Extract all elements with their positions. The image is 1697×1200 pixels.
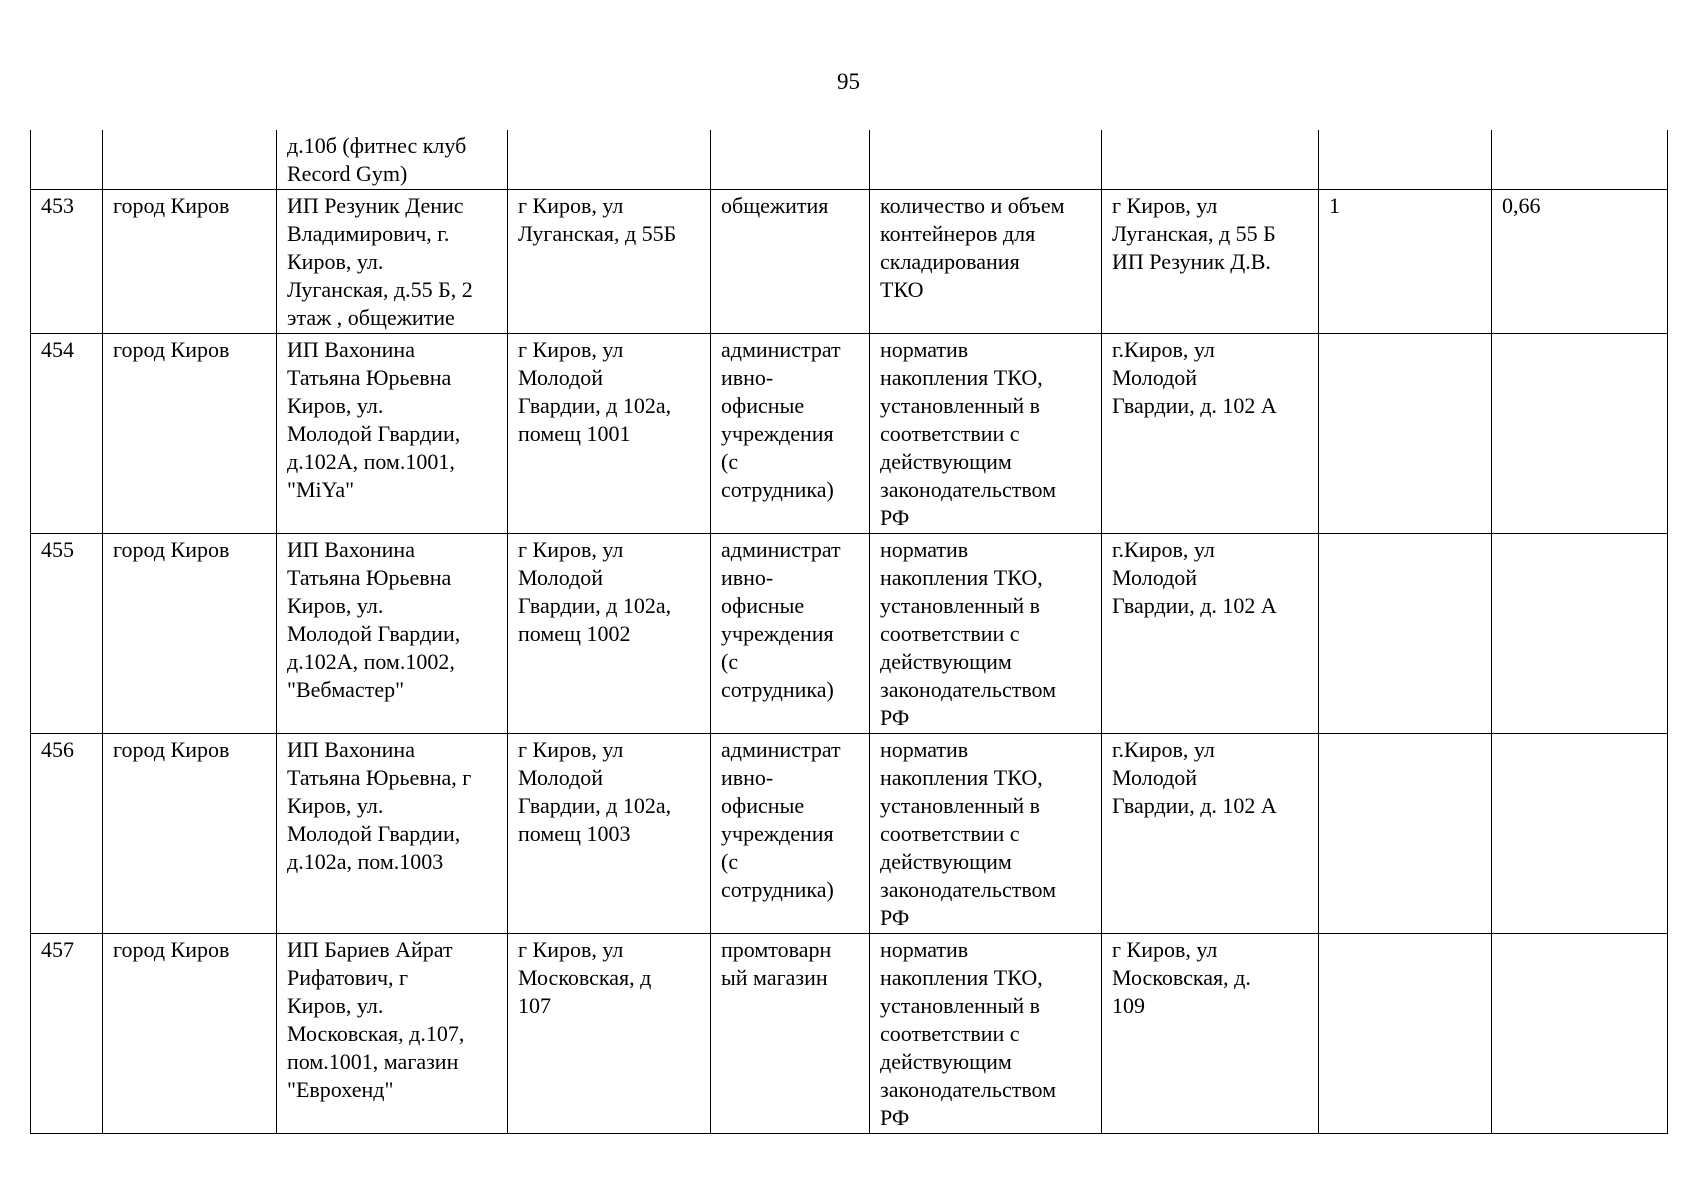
cell-volume [1492,934,1668,1134]
cell-method: норматив накопления ТКО, установленный в соответствии с действующим законодательством РФ [870,734,1102,934]
cell-category: администрат ивно- офисные учреждения (с сотрудника) [711,734,870,934]
cell-owner: ИП Резуник Денис Владимирович, г. Киров, ул. Луганская, д.55 Б, 2 этаж , общежитие [277,190,508,334]
cell-municipality: город Киров [103,334,277,534]
cell-number: 453 [31,190,103,334]
cell-site [1102,130,1319,190]
cell-site: г.Киров, ул Молодой Гвардии, д. 102 А [1102,734,1319,934]
cell-municipality [103,130,277,190]
page-number: 95 [837,69,860,94]
cell-address: г Киров, ул Луганская, д 55Б [508,190,711,334]
table-row [31,734,1668,934]
cell-volume [1492,534,1668,734]
cell-municipality: город Киров [103,534,277,734]
cell-owner: ИП Вахонина Татьяна Юрьевна Киров, ул. Молодой Гвардии, д.102А, пом.1002, "Вебмастер" [277,534,508,734]
cell-method: норматив накопления ТКО, установленный в соответствии с действующим законодательством РФ [870,334,1102,534]
table-row [31,534,1668,734]
table-row-continuation [31,130,1668,190]
cell-containers [1319,934,1492,1134]
cell-owner: ИП Вахонина Татьяна Юрьевна, г Киров, ул. Молодой Гвардии, д.102а, пом.1003 [277,734,508,934]
cell-category: администрат ивно- офисные учреждения (с сотрудника) [711,534,870,734]
cell-containers [1319,534,1492,734]
cell-number: 454 [31,334,103,534]
cell-containers [1319,734,1492,934]
cell-address: г Киров, ул Московская, д 107 [508,934,711,1134]
cell-method: норматив накопления ТКО, установленный в соответствии с действующим законодательством РФ [870,934,1102,1134]
table-row [31,190,1668,334]
cell-containers [1319,334,1492,534]
cell-volume [1492,334,1668,534]
cell-number: 456 [31,734,103,934]
cell-method: норматив накопления ТКО, установленный в соответствии с действующим законодательством РФ [870,534,1102,734]
cell-address: г Киров, ул Молодой Гвардии, д 102а, помещ 1002 [508,534,711,734]
cell-site: г Киров, ул Московская, д. 109 [1102,934,1319,1134]
cell-address: г Киров, ул Молодой Гвардии, д 102а, помещ 1001 [508,334,711,534]
cell-volume [1492,130,1668,190]
table-row [31,334,1668,534]
waste-sites-table [30,130,1668,1134]
cell-owner: ИП Вахонина Татьяна Юрьевна Киров, ул. Молодой Гвардии, д.102А, пом.1001, "MiYa" [277,334,508,534]
cell-number: 457 [31,934,103,1134]
cell-method: количество и объем контейнеров для складирования ТКО [870,190,1102,334]
cell-volume: 0,66 [1492,190,1668,334]
cell-owner: д.10б (фитнес клуб Record Gym) [277,130,508,190]
cell-category: администрат ивно- офисные учреждения (с сотрудника) [711,334,870,534]
cell-category [711,130,870,190]
cell-category: общежития [711,190,870,334]
table-row [31,934,1668,1134]
cell-municipality: город Киров [103,934,277,1134]
cell-municipality: город Киров [103,190,277,334]
cell-number: 455 [31,534,103,734]
cell-municipality: город Киров [103,734,277,934]
cell-site: г.Киров, ул Молодой Гвардии, д. 102 А [1102,534,1319,734]
cell-owner: ИП Бариев Айрат Рифатович, г Киров, ул. Московская, д.107, пом.1001, магазин "Еврохенд" [277,934,508,1134]
cell-method [870,130,1102,190]
cell-containers [1319,130,1492,190]
cell-number [31,130,103,190]
cell-site: г.Киров, ул Молодой Гвардии, д. 102 А [1102,334,1319,534]
cell-address: г Киров, ул Молодой Гвардии, д 102а, помещ 1003 [508,734,711,934]
cell-containers: 1 [1319,190,1492,334]
cell-category: промтоварн ый магазин [711,934,870,1134]
cell-site: г Киров, ул Луганская, д 55 Б ИП Резуник Д.В. [1102,190,1319,334]
cell-address [508,130,711,190]
cell-volume [1492,734,1668,934]
